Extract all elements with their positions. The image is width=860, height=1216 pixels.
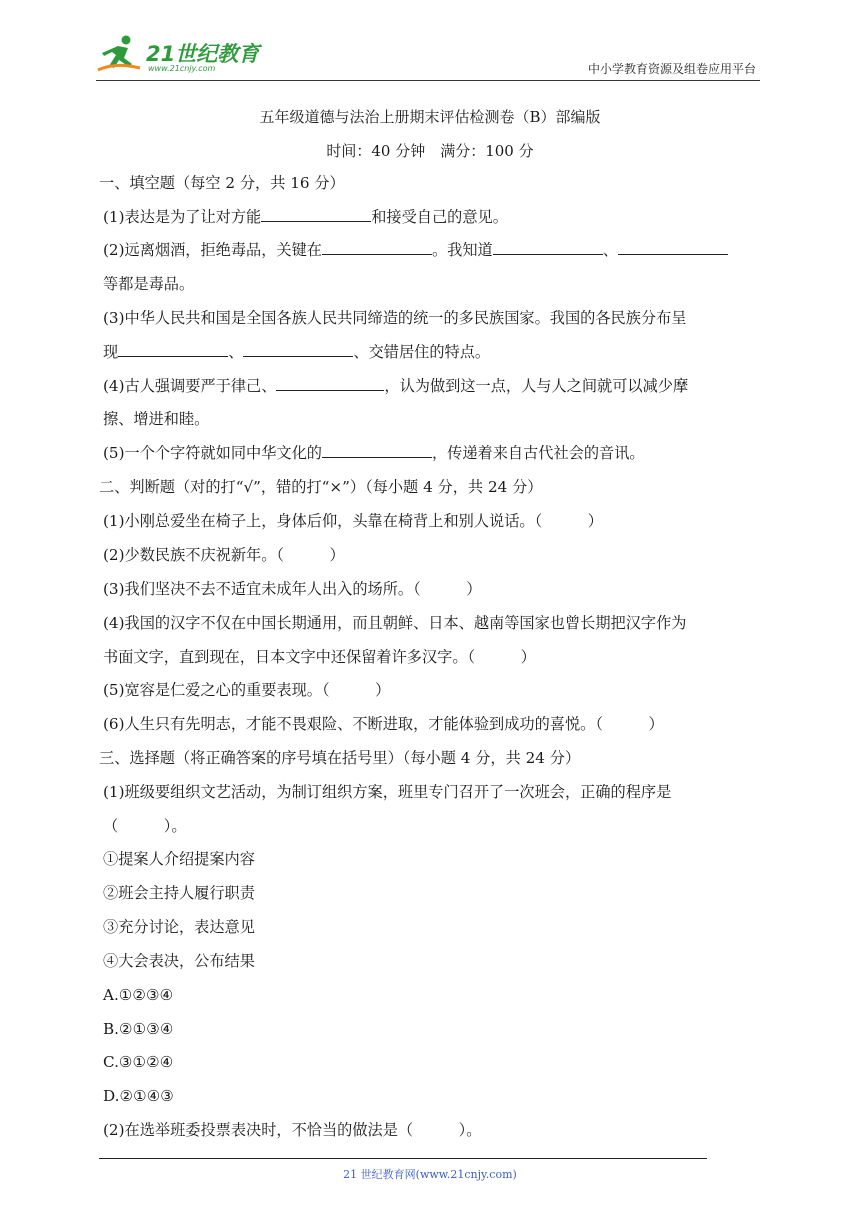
choice-question-stem-cont: （ ）。 [103,817,187,835]
judge-item: (2)少数民族不庆祝新年。（ ） [103,546,345,564]
answer-blank[interactable] [322,443,432,458]
question-text: 、 [228,343,244,361]
judge-item: (4)我国的汉字不仅在中国长期通用，而且朝鲜、日本、越南等国家也曾长期把汉字作为 [103,614,687,632]
answer-blank[interactable] [618,240,728,255]
logo-text: 21世纪教育 [146,42,260,66]
exam-info: 时间：40 分钟 满分：100 分 [326,142,534,160]
answer-blank[interactable] [261,207,371,222]
question-text: 和接受自己的意见。 [371,208,508,226]
question-text: (2)远离烟酒，拒绝毒品，关键在 [103,241,322,259]
answer-option: C.③①②④ [103,1053,174,1071]
runner-logo-icon [96,34,144,74]
judge-item: (3)我们坚决不去不适宜未成年人出入的场所。（ ） [103,580,482,598]
judge-item-cont: 书面文字，直到现在，日本文字中还保留着许多汉字。（ ） [103,648,536,666]
section-heading: 一、填空题（每空 2 分，共 16 分） [99,174,345,192]
question-3-cont [103,342,490,362]
section-heading: 二、判断题（对的打“√”，错的打“×”）（每小题 4 分，共 24 分） [99,478,543,496]
question-3: (3)中华人民共和国是全国各族人民共同缔造的统一的多民族国家。我国的各民族分布呈 [103,309,687,327]
question-2 [103,240,728,260]
question-text: (4)古人强调要严于律己、 [103,377,277,395]
question-text: ，认为做到这一点，人与人之间就可以减少摩 [384,377,689,395]
procedure-step: ③充分讨论，表达意见 [103,918,255,936]
question-2-cont: 等都是毒品。 [103,275,195,293]
judge-item: (6)人生只有先明志，才能不畏艰险、不断进取，才能体验到成功的喜悦。（ ） [103,715,664,733]
procedure-step: ②班会主持人履行职责 [103,884,255,902]
question-5 [103,443,645,463]
page-title: 五年级道德与法治上册期末评估检测卷（B）部编版 [259,108,601,126]
page-header [96,28,760,81]
answer-blank[interactable] [118,342,228,357]
question-text: 现 [103,343,119,361]
answer-blank[interactable] [243,342,353,357]
site-logo[interactable] [96,28,266,76]
answer-blank[interactable] [493,240,603,255]
choice-question-stem: (2)在选举班委投票表决时，不恰当的做法是（ ）。 [103,1121,482,1139]
question-text: (1)表达是为了让对方能 [103,208,262,226]
procedure-step: ①提案人介绍提案内容 [103,850,255,868]
footer-divider [99,1158,707,1159]
answer-option: D.②①④③ [103,1087,174,1105]
question-text: 、交错居住的特点。 [353,343,491,361]
platform-name: 中小学教育资源及组卷应用平台 [587,62,756,76]
question-text: (5)一个个字符就如同中华文化的 [103,444,322,462]
judge-item: (1)小刚总爱坐在椅子上，身体后仰，头靠在椅背上和别人说话。（ ） [103,512,603,530]
logo-url: www.21cnjy.com [148,64,216,73]
question-text: 、 [602,241,618,259]
answer-blank[interactable] [322,240,432,255]
footer-link[interactable]: 21 世纪教育网(www.21cnjy.com) [343,1168,517,1181]
question-4-cont: 擦、增进和睦。 [103,410,210,428]
question-text: ，传递着来自古代社会的音讯。 [431,444,645,462]
section-heading: 三、选择题（将正确答案的序号填在括号里）（每小题 4 分，共 24 分） [99,749,581,767]
procedure-step: ④大会表决，公布结果 [103,952,255,970]
judge-item: (5)宽容是仁爱之心的重要表现。（ ） [103,681,391,699]
answer-blank[interactable] [276,376,384,391]
answer-option: B.②①③④ [103,1020,174,1038]
question-text: 。我知道 [431,241,493,259]
question-4 [103,376,688,396]
question-1 [103,207,508,227]
answer-option: A.①②③④ [103,986,174,1004]
choice-question-stem: (1)班级要组织文艺活动，为制订组织方案，班里专门召开了一次班会，正确的程序是 [103,783,672,801]
